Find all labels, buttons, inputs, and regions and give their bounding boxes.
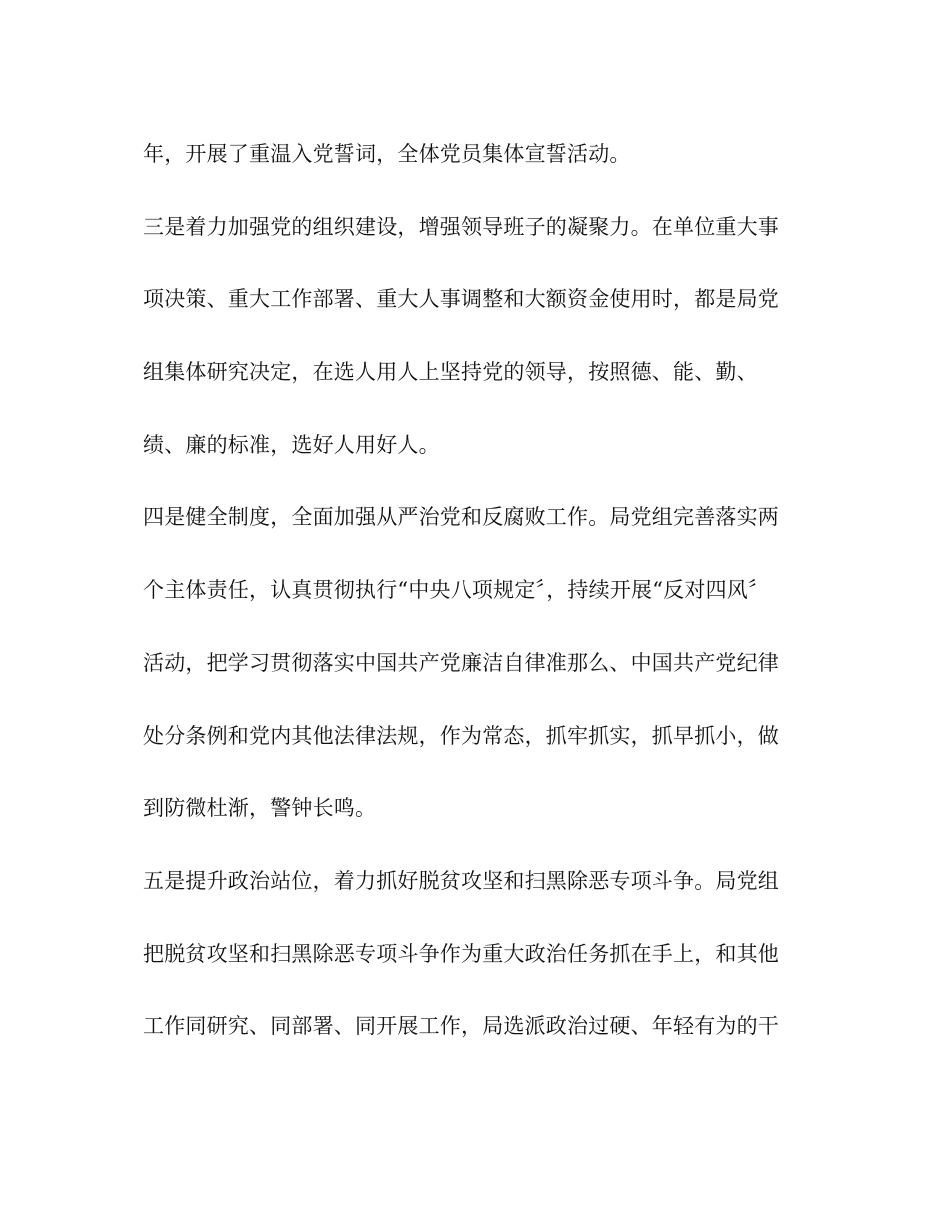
text-line: 四是健全制度，全面加强从严治党和反腐败工作。局党组完善落实两 [143, 505, 779, 530]
text-line: 项决策、重大工作部署、重大人事调整和大额资金使用时，都是局党 [143, 287, 779, 312]
text-line: 年，开展了重温入党誓词，全体党员集体宣誓活动。 [143, 142, 631, 166]
text-line: 活动，把学习贯彻落实中国共产党廉洁自律准那么、中国共产党纪律 [143, 650, 779, 675]
text-line: 到防微杜渐，警钟长鸣。 [143, 796, 377, 821]
text-line: 三是着力加强党的组织建设，增强领导班子的凝聚力。在单位重大事 [143, 214, 779, 239]
text-line: 五是提升政治站位，着力抓好脱贫攻坚和扫黑除恶专项斗争。局党组 [143, 868, 779, 893]
text-line: 绩、廉的标准，选好人用好人。 [143, 432, 440, 457]
text-line: 处分条例和党内其他法律法规，作为常态，抓牢抓实，抓早抓小，做 [143, 723, 779, 748]
document-body [143, 136, 803, 1081]
text-line: 个主体责任，认真贯彻执行“中央八项规定〞，持续开展“反对四风〞 [143, 578, 770, 603]
text-line: 工作同研究、同部署、同开展工作，局选派政治过硬、年轻有为的干 [143, 1014, 779, 1039]
text-line: 把脱贫攻坚和扫黑除恶专项斗争作为重大政治任务抓在手上，和其他 [143, 941, 779, 966]
text-line: 组集体研究决定，在选人用人上坚持党的领导，按照德、能、勤、 [143, 360, 758, 385]
